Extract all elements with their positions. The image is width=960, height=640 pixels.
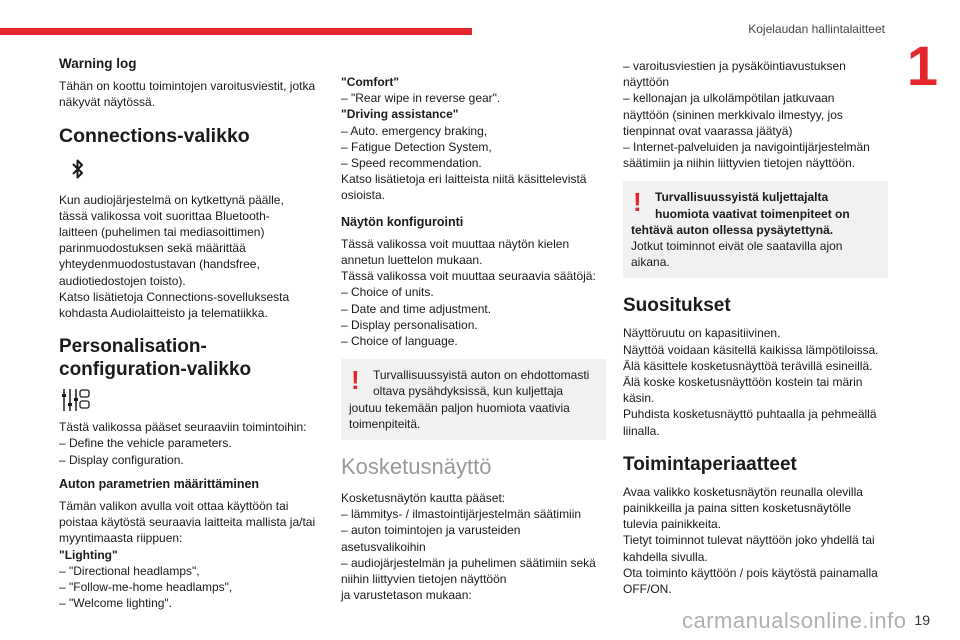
- warning-log-text: Tähän on koottu toimintojen varoitusviestit, jotka näkyvät näytössä.: [59, 79, 316, 110]
- exclamation-icon: !: [633, 187, 642, 218]
- touchscreen-text: Kosketusnäytön kautta pääset: – lämmitys- / ilmastointijärjestelmän säätimiin – auton toimintojen ja varusteiden asetusvalikoihin – audiojärjestelmän ja puhelimen säätimiin sekä niihin liittyvien tietojen näyttöön ja varustetason mukaan:: [341, 491, 596, 603]
- display-config-heading: Näytön konfigurointi: [341, 214, 464, 229]
- recommendations-text: Näyttöruutu on kapasitiivinen. Näyttöä voidaan käsitellä kaikissa lämpötiloissa. Älä käsittele kosketusnäyttöä terävillä esineillä. Älä koske kosketusnäyttöön kostein tai märin käsin. Puhdista kosketusnäyttö puhtaalla ja pehmeällä liinalla.: [623, 326, 879, 438]
- principles-heading: Toimintaperiaatteet: [623, 453, 797, 475]
- principles-text: Avaa valikko kosketusnäytön reunalla olevilla painikkeilla ja paina sitten kosketusnäytölle tulevia painikkeita. Tietyt toiminnot tulevat näyttöön joko yhdellä tai kahdella sivulla. Ota toiminto käyttöön / pois käytöstä painamalla OFF/ON.: [623, 484, 878, 597]
- running-header: Kojelaudan hallintalaitteet: [748, 22, 885, 36]
- vehicle-params-text: Tämän valikon avulla voit ottaa käyttöön tai poistaa käytöstä seuraavia laitteita mallista ja/tai myyntimaasta riippuen: "Lighting" – "Directional headlamps", – "Follow-me-home headlamps", – "Welcome lighting".: [59, 498, 321, 611]
- watermark: carmanualsonline.info: [682, 608, 907, 633]
- display-config-text: Tässä valikossa voit muuttaa näytön kielen annetun luettelon mukaan. Tässä valikossa voit muuttaa seuraavia säätöjä: – Choice of units. – Date and time adjustment. – Display personalisation. – Choice of language.: [341, 236, 596, 349]
- safety-warning-box: ! Turvallisuussyistä kuljettajalta huomiota vaativat toimenpiteet on tehtävä auton ollessa pysäytettynä. Jotkut toiminnot eivät ole saatavilla ajon aikana.: [623, 181, 888, 278]
- header-accent-bar: [0, 28, 472, 35]
- touchscreen-heading: Kosketusnäyttö: [341, 454, 492, 480]
- bluetooth-icon: [71, 158, 85, 180]
- vehicle-params-heading: Auton parametrien määrittäminen: [59, 476, 260, 491]
- personalisation-heading: Personalisation- configuration-valikko: [59, 336, 252, 381]
- warning-box: ! Turvallisuussyistä auton on ehdottomasti oltava pysähdyksissä, kun kuljettaja joutuu tekemään paljon huomiota vaativia toimenpiteitä.: [341, 359, 606, 440]
- settings-sliders-icon: [61, 387, 91, 413]
- connections-text: Kun audiojärjestelmä on kytkettynä päälle, tässä valikossa voit suorittaa Bluetooth- laitteen (puhelimen tai mediasoittimen) parinmuodostuksen sekä määrittää yhteydenmuodostustavan (handsfree, audiotiedostojen toisto). Katso lisätietoja Connections-sovelluksesta kohdasta Audiolaitteisto ja telematiikka.: [59, 192, 290, 321]
- lighting-label: "Lighting": [59, 547, 118, 562]
- comfort-section: "Comfort" – "Rear wipe in reverse gear". "Driving assistance" – Auto. emergency braking, – Fatigue Detection System, – Speed recommendation. Katso lisätietoja eri laitteista niitä käsittelevistä osioista.: [341, 75, 587, 203]
- personalisation-text: Tästä valikossa pääset seuraaviin toimintoihin: – Define the vehicle parameters. – Display configuration.: [59, 420, 307, 467]
- recommendations-heading: Suositukset: [623, 295, 731, 317]
- page-number: 19: [914, 612, 930, 628]
- column-2: [341, 74, 606, 603]
- column-1: [59, 56, 321, 611]
- exclamation-icon: !: [351, 365, 360, 396]
- chapter-number: 1: [906, 34, 938, 97]
- column-3: [623, 58, 888, 597]
- warning-log-heading: Warning log: [59, 56, 137, 71]
- connections-heading: Connections-valikko: [59, 124, 250, 147]
- display-list-text: – varoitusviestien ja pysäköintiavustuksen näyttöön – kellonajan ja ulkolämpötilan jatkuvaan näyttöön (sininen merkkivalo ilmestyy, jos tienpinnat ovat vaarassa jäätyä) – Internet-palveluiden ja navigointijärjestelmän säätimiin ja niihin liittyvien tietojen näyttöön.: [623, 59, 870, 171]
